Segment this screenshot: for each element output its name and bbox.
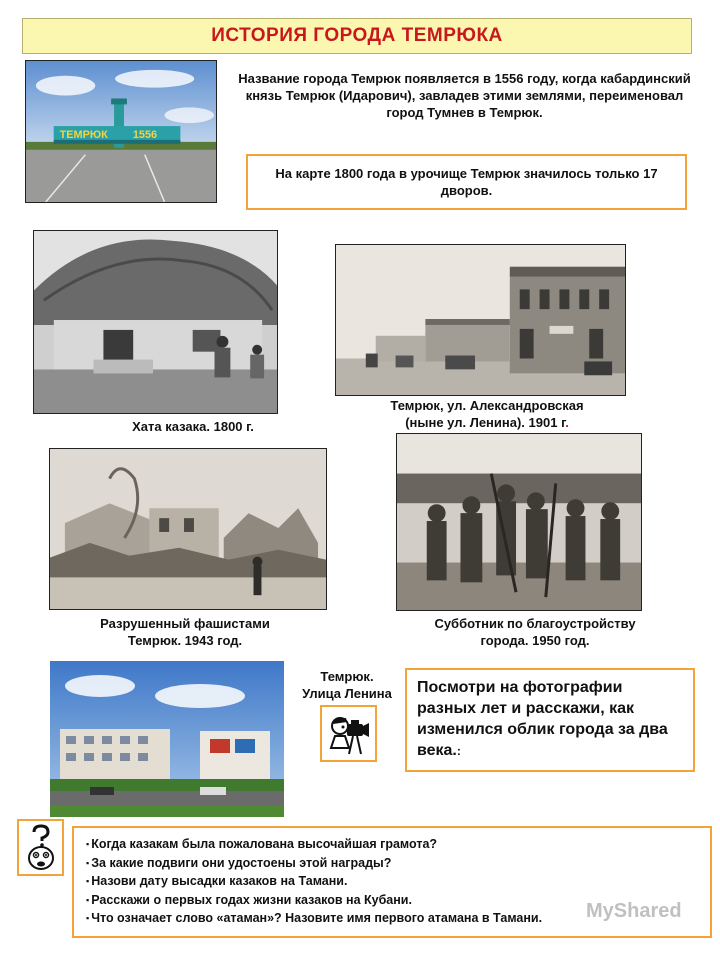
task-text bbox=[417, 677, 683, 762]
modern-street-photo bbox=[50, 661, 284, 817]
subbotnik-1950-caption-line2: города. 1950 год. bbox=[480, 633, 590, 648]
questions-icon-box bbox=[17, 819, 64, 876]
destroyed-1943-caption-line1: Разрушенный фашистами bbox=[100, 616, 270, 631]
monument-photo bbox=[25, 60, 217, 203]
intro-text: Название города Темрюк появляется в 1556 году, когда кабардинский князь Темрюк (Идарович), завладев этими землями, переименовал город Тумнев в Темрюк. bbox=[238, 71, 691, 120]
subbotnik-1950-photo bbox=[396, 433, 642, 611]
modern-street-caption bbox=[282, 668, 412, 702]
street-1901-caption-text: (ныне ул. Ленина). 1901 г bbox=[405, 415, 566, 430]
task-text-suffix: : bbox=[456, 744, 461, 758]
cameraman-icon bbox=[327, 712, 371, 756]
map-note-box bbox=[246, 154, 687, 210]
question-item: ▪ Что означает слово «атаман»? Назовите имя первого атамана в Тамани. bbox=[86, 910, 698, 929]
question-item: ▪ Когда казакам была пожалована высочайшая грамота? bbox=[86, 836, 698, 855]
question-item: ▪ За какие подвиги они удостоены этой награды? bbox=[86, 855, 698, 874]
task-icon-box bbox=[320, 705, 377, 762]
question-face-icon bbox=[23, 824, 59, 872]
street-1901-caption bbox=[322, 397, 652, 431]
monument-sign-text: ТЕМРЮК bbox=[59, 128, 108, 141]
subbotnik-1950-caption bbox=[395, 615, 675, 649]
monument-sign-year: 1556 bbox=[132, 128, 158, 141]
cossack-hut-photo bbox=[33, 230, 278, 414]
question-item: ▪ Расскажи о первых годах жизни казаков на Кубани. bbox=[86, 892, 698, 911]
destroyed-1943-caption bbox=[30, 615, 340, 649]
modern-street-caption-line2: Улица Ленина bbox=[302, 686, 392, 701]
hut-caption: Хата казака. 1800 г. bbox=[132, 419, 254, 434]
page-title-banner bbox=[22, 18, 692, 54]
map-note-text: На карте 1800 года в урочище Темрюк значилось только 17 дворов. bbox=[275, 166, 658, 198]
task-text-main: Посмотри на фотографии разных лет и расскажи, как изменился облик города за два века. bbox=[417, 679, 668, 759]
street-1901-caption-period: . bbox=[565, 415, 569, 430]
task-box bbox=[405, 668, 695, 772]
question-item: ▪ Назови дату высадки казаков на Тамани. bbox=[86, 873, 698, 892]
subbotnik-1950-caption-line1: Субботник по благоустройству bbox=[434, 616, 636, 631]
destroyed-1943-photo bbox=[49, 448, 327, 610]
destroyed-1943-caption-line2: Темрюк. 1943 год. bbox=[127, 633, 243, 648]
street-1901-caption-line1: Темрюк, ул. Александровская bbox=[390, 398, 584, 413]
street-1901-caption-line2 bbox=[322, 414, 652, 431]
street-1901-photo bbox=[335, 244, 626, 396]
modern-street-caption-line1: Темрюк. bbox=[320, 669, 374, 684]
watermark: MyShared bbox=[586, 900, 682, 922]
page-title: ИСТОРИЯ ГОРОДА ТЕМРЮКА bbox=[211, 25, 503, 46]
